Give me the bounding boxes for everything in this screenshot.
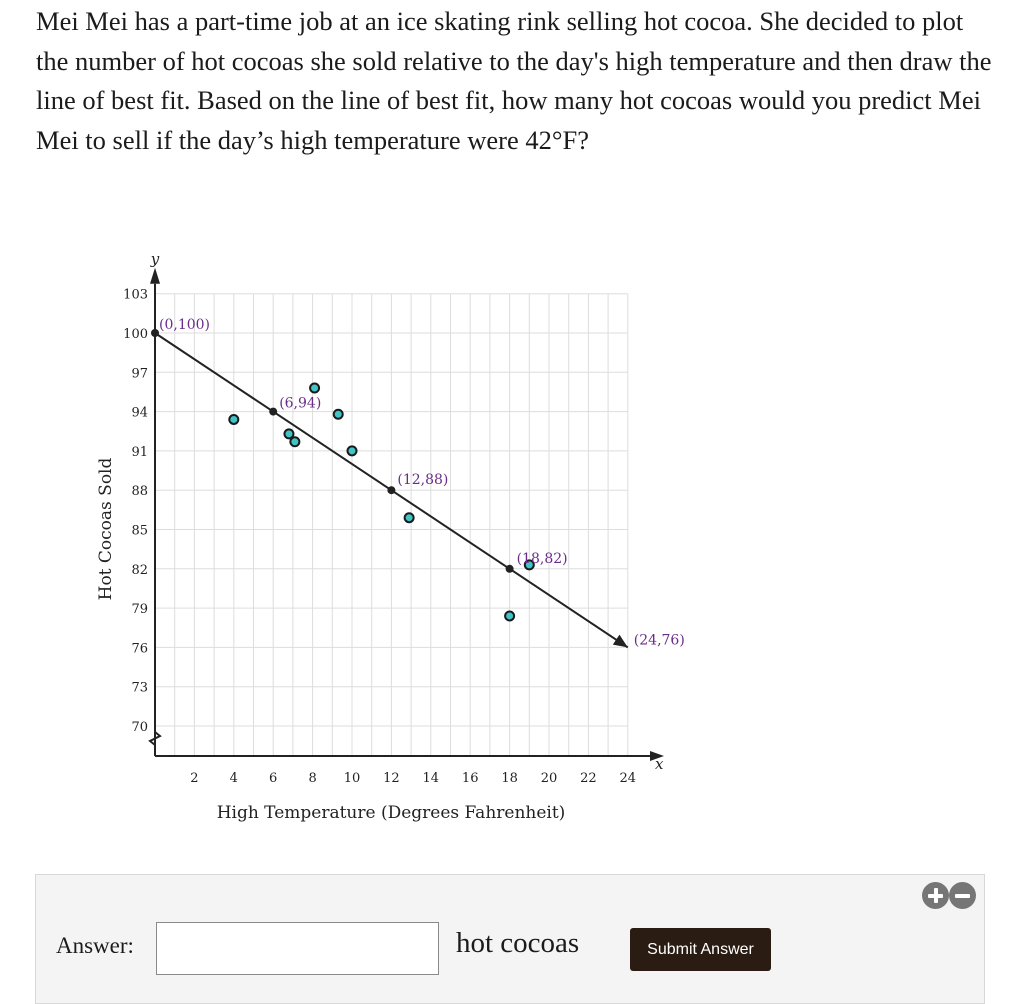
point-label: (6,94)	[279, 395, 322, 412]
y-tick-label: 82	[131, 562, 148, 578]
y-axis-letter: y	[150, 250, 160, 268]
point-labels	[151, 317, 685, 648]
submit-answer-button[interactable]: Submit Answer	[630, 928, 771, 971]
x-tick-label: 2	[190, 771, 199, 786]
answer-label: Answer:	[56, 933, 134, 958]
scatter-chart	[0, 240, 720, 840]
x-axis-letter: x	[655, 755, 664, 773]
y-axis-arrow	[150, 268, 160, 284]
x-axis-title: High Temperature (Degrees Fahrenheit)	[216, 803, 566, 823]
x-tick-label: 8	[308, 771, 317, 786]
y-tick-label: 91	[131, 444, 148, 460]
x-tick-label: 18	[501, 771, 518, 786]
line-point	[506, 565, 514, 573]
y-tick-label: 97	[131, 366, 148, 382]
x-tick-label: 12	[383, 771, 400, 786]
x-tick-label: 16	[461, 771, 479, 786]
point-label: (18,82)	[516, 550, 568, 567]
point-label: (0,100)	[159, 317, 211, 333]
x-tick-label: 4	[229, 771, 238, 786]
answer-panel	[35, 874, 985, 1004]
line-point	[269, 408, 277, 416]
y-tick-label: 100	[123, 327, 148, 342]
data-point	[310, 384, 319, 393]
y-axis-title: Hot Cocoas Sold	[96, 457, 116, 601]
chart-grid	[155, 294, 628, 756]
y-tick-label: 76	[131, 641, 148, 657]
data-point	[334, 410, 343, 419]
y-tick-label: 103	[123, 287, 148, 303]
line-point	[387, 486, 395, 494]
y-tick-label: 79	[131, 602, 148, 618]
data-point	[290, 437, 299, 446]
x-tick-label: 24	[619, 771, 637, 786]
answer-unit: hot cocoas	[456, 927, 580, 959]
x-tick-label: 6	[269, 771, 278, 786]
x-tick-label: 20	[540, 771, 558, 786]
x-tick-label: 10	[343, 771, 361, 786]
point-label: (12,88)	[397, 472, 449, 489]
answer-input[interactable]	[156, 922, 439, 975]
data-points	[229, 384, 534, 621]
data-point	[405, 513, 414, 522]
point-label: (24,76)	[633, 632, 685, 649]
data-point	[348, 446, 357, 455]
y-tick-label: 85	[131, 523, 148, 539]
question-text: Mei Mei has a part-time job at an ice skating rink selling hot cocoa. She decided to plot the number of hot cocoas she sold relative to the day's high temperature and then draw the line of best fit. Based on the line of best fit, how many hot cocoas would you predict Mei Mei to sell if the day’s high temperature were 42°F?	[36, 6, 992, 155]
x-tick-label: 22	[580, 771, 597, 786]
y-tick-label: 73	[131, 680, 148, 696]
y-tick-label: 88	[131, 484, 148, 500]
zoom-in-button[interactable]	[922, 882, 949, 909]
best-fit-arrowhead	[613, 635, 628, 648]
data-point	[229, 415, 238, 424]
x-tick-label: 14	[422, 771, 440, 786]
y-tick-label: 94	[131, 405, 148, 421]
line-point	[151, 329, 159, 337]
zoom-out-button[interactable]	[949, 882, 976, 909]
data-point	[505, 611, 514, 620]
y-tick-label: 70	[131, 720, 148, 735]
